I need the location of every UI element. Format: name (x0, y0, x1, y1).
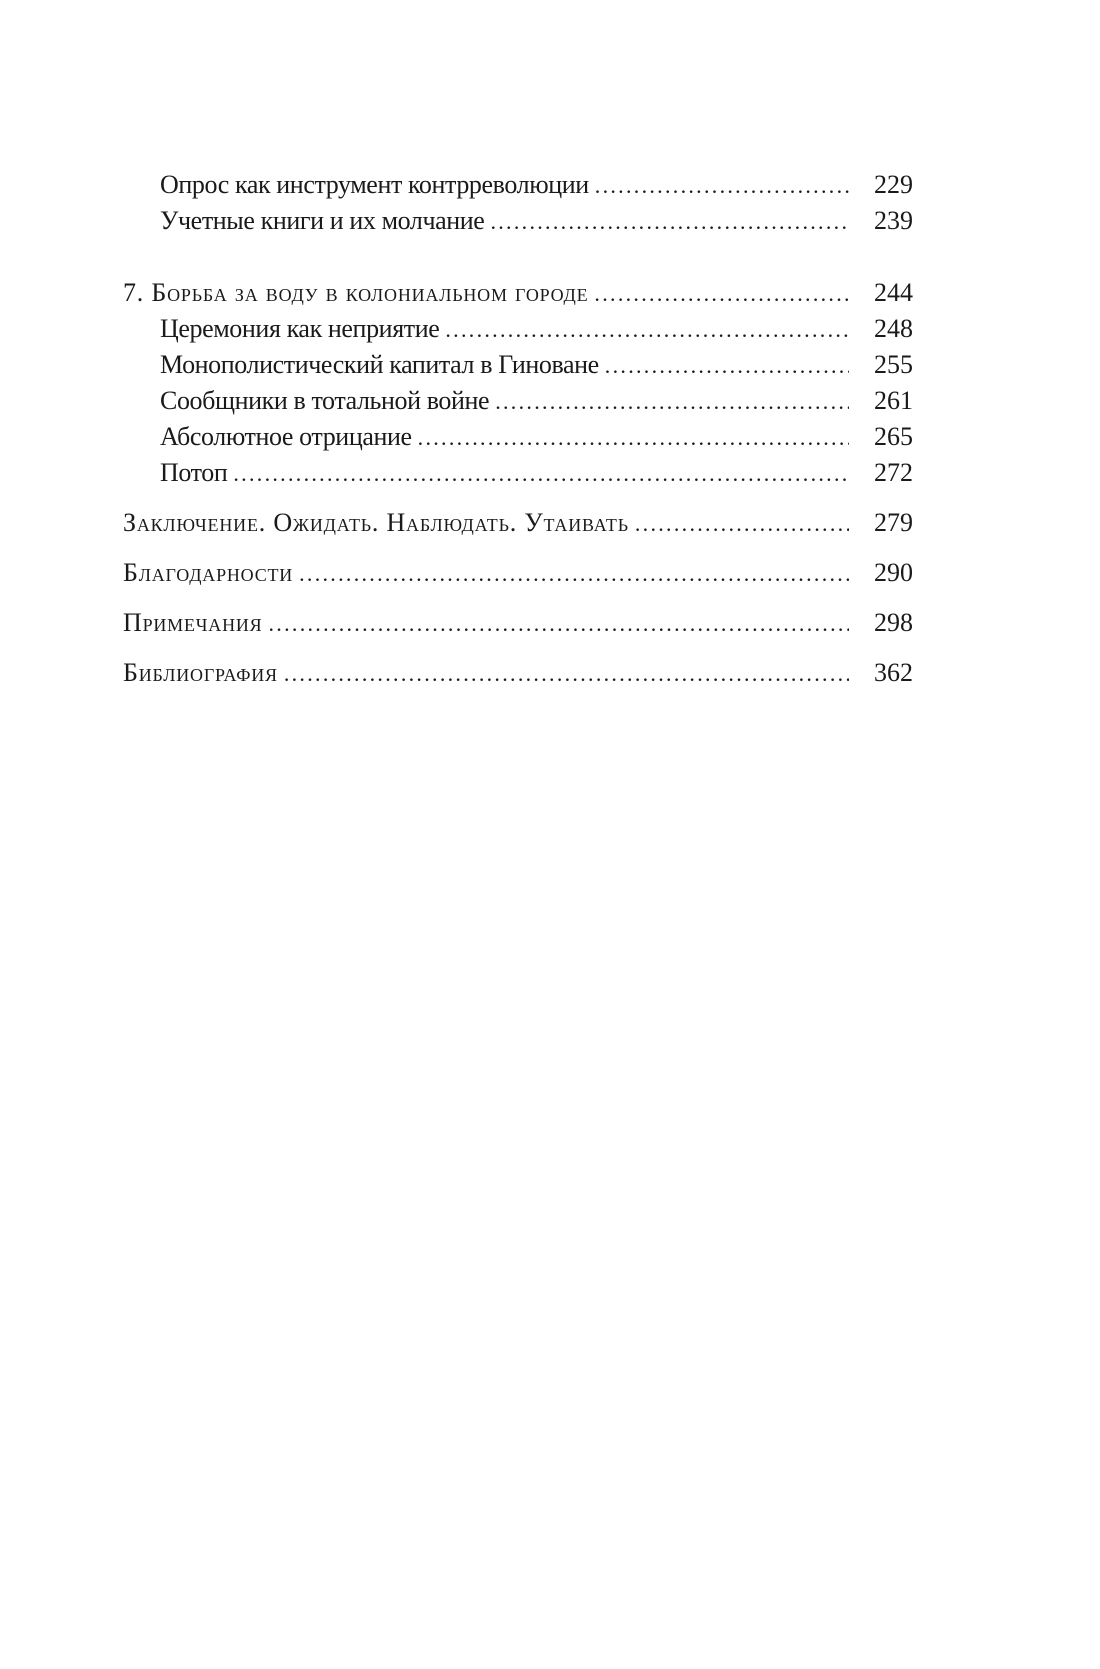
toc-entry-page: 265 (874, 422, 913, 451)
toc-entry-title: Сообщники в тотальной войне (160, 386, 490, 415)
dot-leader (445, 313, 849, 347)
toc-entry-page: 248 (874, 314, 913, 343)
toc-entry-flood[interactable] (160, 456, 913, 490)
dot-leader (495, 385, 849, 419)
dot-leader (284, 657, 849, 691)
toc-entry-page: 229 (874, 170, 913, 199)
toc-chapter-7[interactable] (123, 276, 913, 310)
toc-entry-absolute-negation[interactable] (160, 420, 913, 454)
toc-entry-title: Библиография (123, 658, 278, 687)
toc-entry-title: Благодарности (123, 558, 294, 587)
toc-acknowledgements[interactable] (123, 556, 913, 590)
toc-entry-monopoly-capital[interactable] (160, 348, 913, 382)
dot-leader (605, 349, 849, 383)
dot-leader (299, 557, 849, 591)
toc-entry-title: Опрос как инструмент контрреволюции (160, 170, 589, 199)
toc-entry-title: Учетные книги и их молчание (160, 206, 485, 235)
dot-leader (595, 169, 849, 203)
dot-leader (490, 205, 849, 239)
toc-entry-ceremony[interactable] (160, 312, 913, 346)
dot-leader (418, 421, 849, 455)
toc-entry-page: 255 (874, 350, 913, 379)
toc-entry-accomplices[interactable] (160, 384, 913, 418)
dot-leader (269, 607, 850, 641)
toc-entry-survey[interactable] (160, 168, 913, 202)
toc-entry-page: 261 (874, 386, 913, 415)
toc-bibliography[interactable] (123, 656, 913, 690)
toc-entry-title: Церемония как неприятие (160, 314, 440, 343)
dot-leader (635, 507, 849, 541)
toc-entry-ledgers[interactable] (160, 204, 913, 238)
toc-notes[interactable] (123, 606, 913, 640)
toc-entry-page: 298 (874, 608, 913, 637)
dot-leader (233, 457, 849, 491)
toc-entry-title: Абсолютное отрицание (160, 422, 412, 451)
toc-conclusion[interactable] (123, 506, 913, 540)
toc-entry-title: Монополистический капитал в Гиноване (160, 350, 599, 379)
toc-entry-page: 244 (874, 278, 913, 307)
toc-entry-page: 279 (874, 508, 913, 537)
toc-entry-page: 290 (874, 558, 913, 587)
toc-entry-page: 239 (874, 206, 913, 235)
toc-entry-page: 272 (874, 458, 913, 487)
toc-entry-title: Заключение. Ожидать. Наблюдать. Утаивать (123, 508, 629, 537)
toc-entry-title: Потоп (160, 458, 228, 487)
dot-leader (594, 277, 849, 311)
toc-entry-title: 7. Борьба за воду в колониальном городе (123, 278, 589, 307)
toc-entry-page: 362 (874, 658, 913, 687)
toc-entry-title: Примечания (123, 608, 263, 637)
